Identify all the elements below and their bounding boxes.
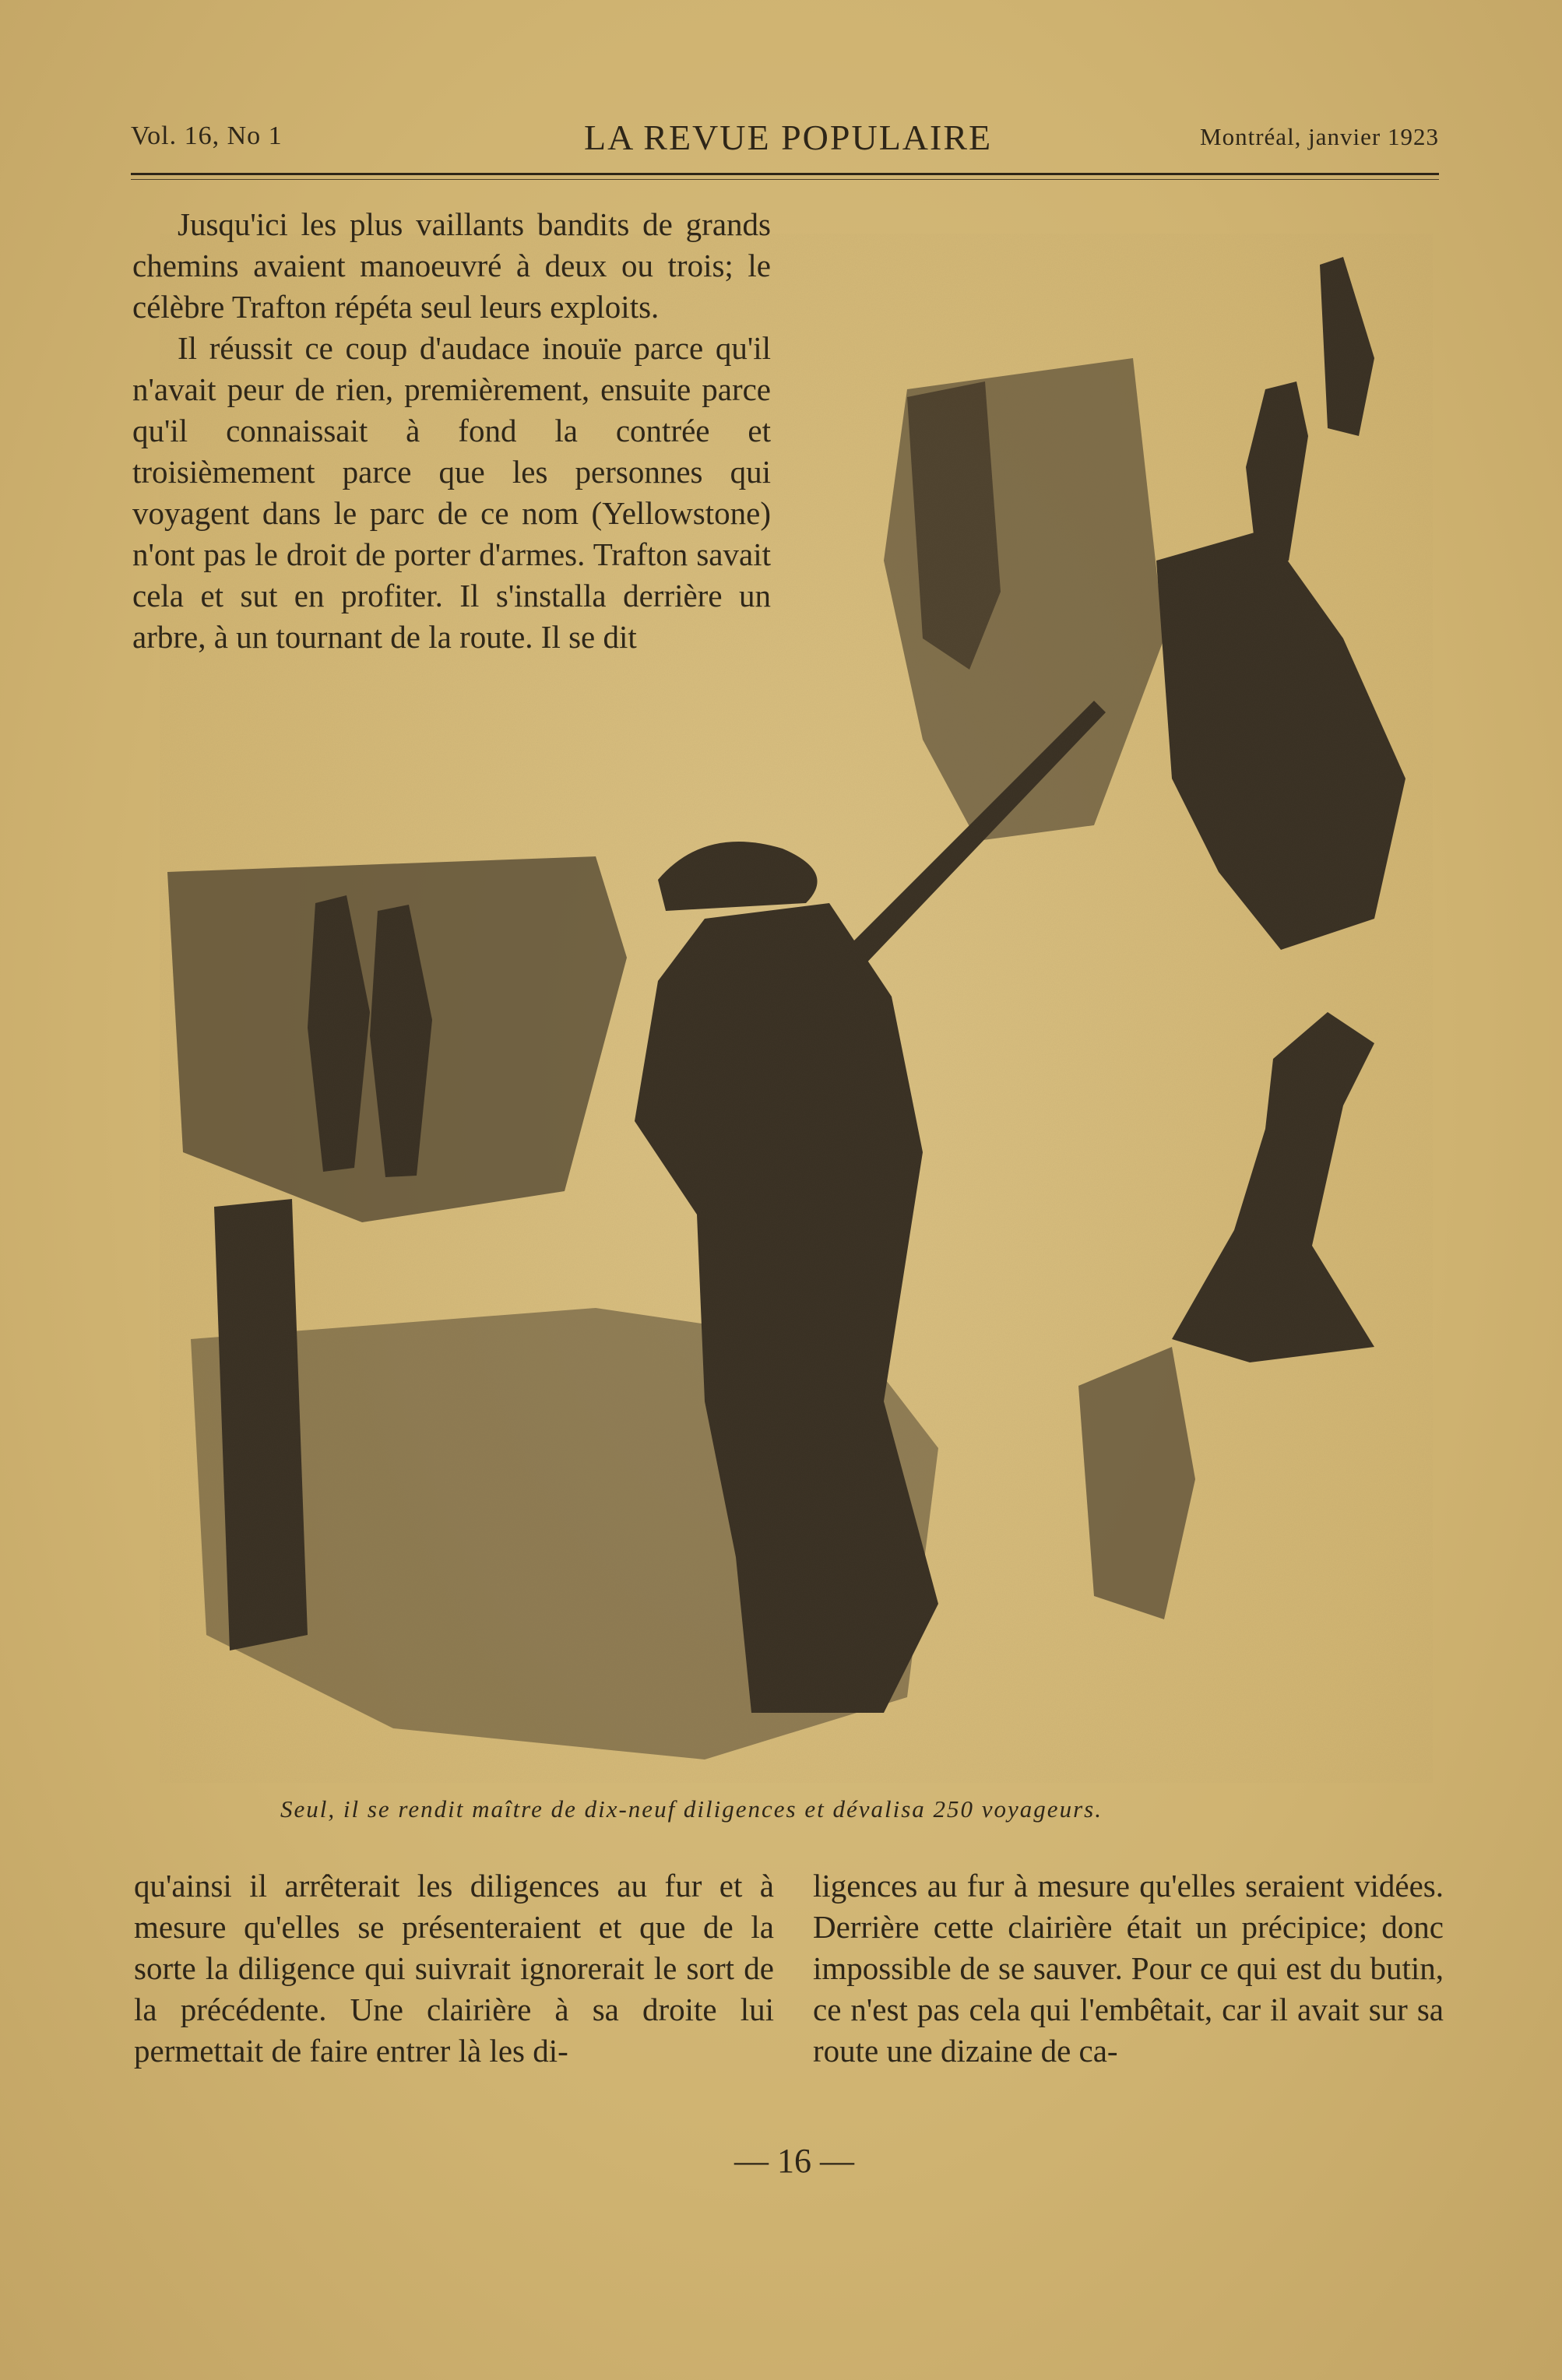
paragraph-continued-left: qu'ainsi il arrêterait les diligences au fur et à mesure qu'elles se présenteraient et que de la sorte la diligence qui suivrait ignorerait le sort de la précédente. Une clairière à sa droite lui permettait de faire entrer là les di- [134, 1868, 774, 2069]
paragraph-trafton: Il réussit ce coup d'audace inouïe parce qu'il n'avait peur de rien, premièrement, ensuite parce qu'il connaissait à fond la contrée et troisièmement parce que les personnes qui voyagent dans le parc de ce nom (Yellowstone) n'ont pas le droit de porter d'armes. Trafton savait cela et sut en profiter. Il s'installa derrière un arbre, à un tournant de la route. Il se dit [132, 330, 771, 655]
running-header [131, 117, 1439, 163]
illustration-caption: Seul, il se rendit maître de dix-neuf diligences et dévalisa 250 voyageurs. [280, 1795, 1103, 1823]
page-number: — 16 — [734, 2142, 854, 2180]
publication-title: LA REVUE POPULAIRE [584, 118, 993, 157]
bandit-illustration [160, 234, 1433, 1783]
paragraph-continued-right: ligences au fur à mesure qu'elles seraient vidées. Derrière cette clairière était un précipice; donc impossible de se sauver. Pour ce qui est du butin, ce n'est pas cela qui l'embêtait, car il avait sur sa route une dizaine de ca- [813, 1868, 1444, 2069]
paragraph-intro: Jusqu'ici les plus vaillants bandits de grands chemins avaient manoeuvré à deux ou trois; le célèbre Trafton répéta seul leurs exploits. [132, 206, 771, 325]
volume-number: Vol. 16, No 1 [131, 121, 283, 150]
header-rule-thin [131, 179, 1439, 180]
header-rule [131, 173, 1439, 175]
article-text-bottom-left [134, 1865, 774, 2072]
print-grain [160, 234, 1433, 1783]
article-text-bottom-right [813, 1865, 1444, 2072]
issue-date: Montréal, janvier 1923 [1200, 123, 1439, 150]
